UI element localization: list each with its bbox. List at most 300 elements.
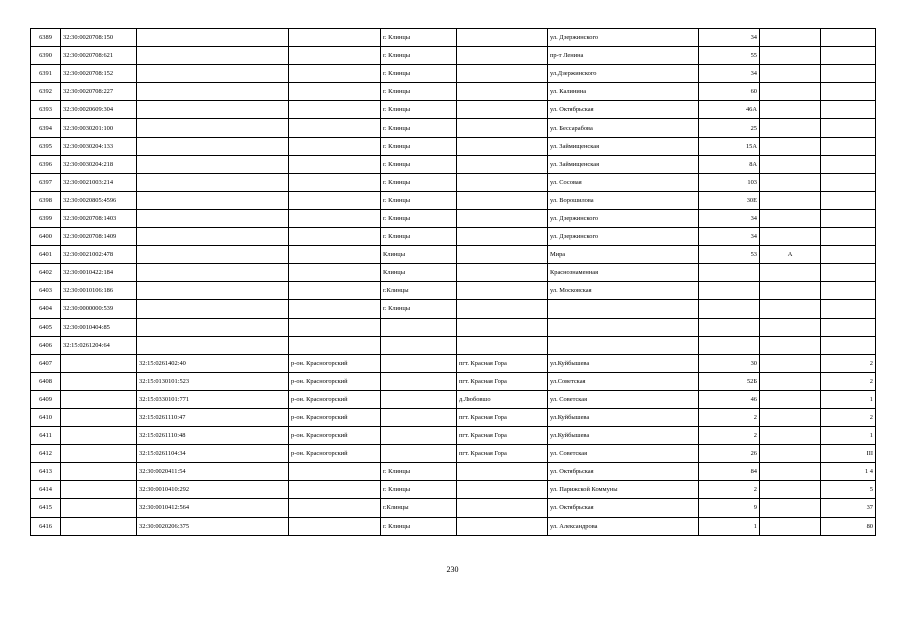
row-number-cell: 6406 <box>31 336 61 354</box>
district-cell <box>289 101 381 119</box>
city-cell: г. Клинцы <box>381 137 457 155</box>
cadastral-number-cell: 32:30:0020708:1403 <box>61 209 137 227</box>
cadastral-number-cell: 32:30:0020708:227 <box>61 83 137 101</box>
building-cell <box>760 336 821 354</box>
house-cell <box>699 300 760 318</box>
table-row <box>31 318 876 336</box>
row-number-cell: 6403 <box>31 282 61 300</box>
table-row <box>31 481 876 499</box>
table-row <box>31 354 876 372</box>
settlement-cell <box>457 318 548 336</box>
settlement-cell <box>457 336 548 354</box>
table-row <box>31 29 876 47</box>
street-cell: ул. Октябрьская <box>548 499 699 517</box>
house-cell: 34 <box>699 228 760 246</box>
apartment-cell <box>821 282 876 300</box>
district-cell <box>289 119 381 137</box>
district-cell <box>289 463 381 481</box>
cadastral-number-cell: 32:30:0000000:539 <box>61 300 137 318</box>
cadastral-number-cell: 32:30:0010106:186 <box>61 282 137 300</box>
cadastral-number-cell <box>61 427 137 445</box>
apartment-cell <box>821 336 876 354</box>
building-cell <box>760 29 821 47</box>
cadastral-number-2-cell <box>137 173 289 191</box>
house-cell: 52Б <box>699 372 760 390</box>
settlement-cell <box>457 499 548 517</box>
table-row <box>31 65 876 83</box>
street-cell: ул. Калинина <box>548 83 699 101</box>
table-row <box>31 119 876 137</box>
cadastral-number-2-cell: 32:15:0130101:523 <box>137 372 289 390</box>
house-cell: 2 <box>699 427 760 445</box>
street-cell: ул. Бессарабова <box>548 119 699 137</box>
house-cell: 34 <box>699 65 760 83</box>
table-row <box>31 246 876 264</box>
settlement-cell <box>457 29 548 47</box>
city-cell: г.Клинцы <box>381 282 457 300</box>
apartment-cell <box>821 137 876 155</box>
table-row <box>31 336 876 354</box>
cadastral-number-cell: 32:30:0020708:152 <box>61 65 137 83</box>
city-cell: г.Клинцы <box>381 499 457 517</box>
apartment-cell <box>821 300 876 318</box>
row-number-cell: 6401 <box>31 246 61 264</box>
row-number-cell: 6413 <box>31 463 61 481</box>
district-cell <box>289 264 381 282</box>
house-cell: 1 <box>699 517 760 535</box>
table-row <box>31 282 876 300</box>
building-cell <box>760 137 821 155</box>
city-cell <box>381 318 457 336</box>
house-cell: 46 <box>699 390 760 408</box>
building-cell <box>760 372 821 390</box>
table-row <box>31 445 876 463</box>
district-cell <box>289 499 381 517</box>
house-cell <box>699 282 760 300</box>
row-number-cell: 6410 <box>31 408 61 426</box>
row-number-cell: 6408 <box>31 372 61 390</box>
district-cell <box>289 300 381 318</box>
city-cell: г. Клинцы <box>381 173 457 191</box>
city-cell: г. Клинцы <box>381 191 457 209</box>
settlement-cell <box>457 228 548 246</box>
house-cell: 55 <box>699 47 760 65</box>
house-cell: 8А <box>699 155 760 173</box>
cadastral-number-cell <box>61 408 137 426</box>
table-row <box>31 173 876 191</box>
building-cell <box>760 47 821 65</box>
city-cell: Клинцы <box>381 264 457 282</box>
apartment-cell <box>821 209 876 227</box>
settlement-cell <box>457 137 548 155</box>
cadastral-number-2-cell: 32:15:0261104:34 <box>137 445 289 463</box>
apartment-cell <box>821 228 876 246</box>
street-cell <box>548 336 699 354</box>
district-cell <box>289 65 381 83</box>
settlement-cell <box>457 101 548 119</box>
page-number: 230 <box>446 565 459 574</box>
cadastral-number-2-cell: 32:15:0261110:48 <box>137 427 289 445</box>
street-cell: ул. Октябрьская <box>548 101 699 119</box>
apartment-cell: 37 <box>821 499 876 517</box>
street-cell: ул. Займищенская <box>548 155 699 173</box>
table-row <box>31 408 876 426</box>
cadastral-number-2-cell: 32:30:0010410:292 <box>137 481 289 499</box>
row-number-cell: 6409 <box>31 390 61 408</box>
row-number-cell: 6399 <box>31 209 61 227</box>
house-cell: 26 <box>699 445 760 463</box>
cadastral-number-2-cell: 32:30:0020206:375 <box>137 517 289 535</box>
cadastral-number-cell <box>61 481 137 499</box>
settlement-cell: пгт. Красная Гора <box>457 408 548 426</box>
street-cell: ул. Александрова <box>548 517 699 535</box>
cadastral-number-cell: 32:30:0021003:214 <box>61 173 137 191</box>
street-cell: ул.Дзержинского <box>548 65 699 83</box>
house-cell: 30Е <box>699 191 760 209</box>
apartment-cell <box>821 119 876 137</box>
street-cell: ул.Советская <box>548 372 699 390</box>
cadastral-number-2-cell <box>137 300 289 318</box>
table-row <box>31 191 876 209</box>
cadastral-number-2-cell <box>137 83 289 101</box>
district-cell <box>289 228 381 246</box>
row-number-cell: 6390 <box>31 47 61 65</box>
building-cell <box>760 300 821 318</box>
building-cell <box>760 155 821 173</box>
district-cell <box>289 29 381 47</box>
cadastral-number-cell <box>61 517 137 535</box>
street-cell: Краснознаменная <box>548 264 699 282</box>
district-cell: р-он. Красногорский <box>289 372 381 390</box>
street-cell: ул. Октябрьская <box>548 463 699 481</box>
cadastral-number-cell: 32:30:0020805:4596 <box>61 191 137 209</box>
city-cell: г. Клинцы <box>381 119 457 137</box>
district-cell: р-он. Красногорский <box>289 408 381 426</box>
table-row <box>31 155 876 173</box>
building-cell <box>760 408 821 426</box>
building-cell <box>760 191 821 209</box>
district-cell: р-он. Красногорский <box>289 445 381 463</box>
city-cell: г. Клинцы <box>381 228 457 246</box>
row-number-cell: 6394 <box>31 119 61 137</box>
row-number-cell: 6415 <box>31 499 61 517</box>
building-cell <box>760 427 821 445</box>
house-cell: 84 <box>699 463 760 481</box>
city-cell: г. Клинцы <box>381 65 457 83</box>
cadastral-number-cell: 32:30:0020708:1409 <box>61 228 137 246</box>
row-number-cell: 6412 <box>31 445 61 463</box>
building-cell <box>760 282 821 300</box>
cadastral-number-cell: 32:30:0020609:304 <box>61 101 137 119</box>
settlement-cell <box>457 173 548 191</box>
building-cell <box>760 65 821 83</box>
cadastral-number-cell <box>61 390 137 408</box>
city-cell: г. Клинцы <box>381 463 457 481</box>
table-row <box>31 228 876 246</box>
apartment-cell: 1 4 <box>821 463 876 481</box>
apartment-cell: 2 <box>821 354 876 372</box>
table-body <box>31 29 876 536</box>
registry-table <box>30 28 876 536</box>
row-number-cell: 6414 <box>31 481 61 499</box>
table-row <box>31 427 876 445</box>
district-cell <box>289 318 381 336</box>
cadastral-number-2-cell <box>137 47 289 65</box>
city-cell: г. Клинцы <box>381 101 457 119</box>
street-cell: ул. Сосовая <box>548 173 699 191</box>
cadastral-number-2-cell <box>137 155 289 173</box>
cadastral-number-cell <box>61 354 137 372</box>
building-cell <box>760 445 821 463</box>
district-cell <box>289 209 381 227</box>
district-cell: р-он. Красногорский <box>289 427 381 445</box>
cadastral-number-2-cell <box>137 137 289 155</box>
apartment-cell: III <box>821 445 876 463</box>
district-cell <box>289 336 381 354</box>
settlement-cell: д.Любовшо <box>457 390 548 408</box>
city-cell: г. Клинцы <box>381 300 457 318</box>
settlement-cell <box>457 191 548 209</box>
house-cell <box>699 264 760 282</box>
apartment-cell <box>821 47 876 65</box>
cadastral-number-2-cell <box>137 101 289 119</box>
apartment-cell: 5 <box>821 481 876 499</box>
apartment-cell <box>821 246 876 264</box>
cadastral-number-cell: 32:30:0020708:150 <box>61 29 137 47</box>
row-number-cell: 6396 <box>31 155 61 173</box>
settlement-cell <box>457 209 548 227</box>
building-cell: А <box>760 246 821 264</box>
city-cell <box>381 372 457 390</box>
cadastral-number-2-cell <box>137 29 289 47</box>
house-cell: 34 <box>699 209 760 227</box>
house-cell <box>699 336 760 354</box>
table-row <box>31 517 876 535</box>
city-cell: Клинцы <box>381 246 457 264</box>
building-cell <box>760 499 821 517</box>
table-row <box>31 83 876 101</box>
district-cell: р-он. Красногорский <box>289 354 381 372</box>
city-cell <box>381 336 457 354</box>
cadastral-number-cell: 32:30:0030201:100 <box>61 119 137 137</box>
street-cell <box>548 318 699 336</box>
building-cell <box>760 101 821 119</box>
row-number-cell: 6402 <box>31 264 61 282</box>
row-number-cell: 6389 <box>31 29 61 47</box>
house-cell: 2 <box>699 481 760 499</box>
settlement-cell <box>457 119 548 137</box>
district-cell <box>289 155 381 173</box>
settlement-cell <box>457 282 548 300</box>
apartment-cell <box>821 29 876 47</box>
cadastral-number-cell: 32:30:0030204:218 <box>61 155 137 173</box>
table-row <box>31 137 876 155</box>
district-cell: р-он. Красногорский <box>289 390 381 408</box>
house-cell <box>699 318 760 336</box>
row-number-cell: 6395 <box>31 137 61 155</box>
cadastral-number-cell: 32:30:0021002:478 <box>61 246 137 264</box>
cadastral-number-cell <box>61 372 137 390</box>
settlement-cell <box>457 83 548 101</box>
row-number-cell: 6391 <box>31 65 61 83</box>
apartment-cell: 1 <box>821 390 876 408</box>
row-number-cell: 6407 <box>31 354 61 372</box>
city-cell: г. Клинцы <box>381 155 457 173</box>
district-cell <box>289 47 381 65</box>
street-cell: ул. Дзержинского <box>548 29 699 47</box>
house-cell: 46А <box>699 101 760 119</box>
street-cell: ул. Советская <box>548 445 699 463</box>
apartment-cell <box>821 318 876 336</box>
cadastral-number-2-cell <box>137 246 289 264</box>
table-row <box>31 264 876 282</box>
street-cell: ул.Куйбышева <box>548 427 699 445</box>
settlement-cell <box>457 300 548 318</box>
building-cell <box>760 463 821 481</box>
street-cell: ул. Дзержинского <box>548 209 699 227</box>
table-row <box>31 463 876 481</box>
table-row <box>31 101 876 119</box>
cadastral-number-cell: 32:30:0020708:621 <box>61 47 137 65</box>
house-cell: 34 <box>699 29 760 47</box>
district-cell <box>289 282 381 300</box>
district-cell <box>289 137 381 155</box>
street-cell: ул. Ворошилова <box>548 191 699 209</box>
street-cell: ул. Дзержинского <box>548 228 699 246</box>
apartment-cell <box>821 173 876 191</box>
street-cell: ул. Парижской Коммуны <box>548 481 699 499</box>
apartment-cell: 80 <box>821 517 876 535</box>
building-cell <box>760 119 821 137</box>
row-number-cell: 6398 <box>31 191 61 209</box>
row-number-cell: 6404 <box>31 300 61 318</box>
city-cell: г. Клинцы <box>381 209 457 227</box>
house-cell: 9 <box>699 499 760 517</box>
settlement-cell <box>457 264 548 282</box>
street-cell: ул. Московская <box>548 282 699 300</box>
building-cell <box>760 481 821 499</box>
street-cell: ул. Советская <box>548 390 699 408</box>
street-cell: ул.Куйбышева <box>548 408 699 426</box>
building-cell <box>760 83 821 101</box>
city-cell: г. Клинцы <box>381 47 457 65</box>
cadastral-number-2-cell <box>137 191 289 209</box>
apartment-cell: 2 <box>821 372 876 390</box>
settlement-cell <box>457 463 548 481</box>
house-cell: 53 <box>699 246 760 264</box>
street-cell: ул. Займищенская <box>548 137 699 155</box>
table-row <box>31 209 876 227</box>
apartment-cell <box>821 264 876 282</box>
settlement-cell <box>457 47 548 65</box>
house-cell: 30 <box>699 354 760 372</box>
cadastral-number-2-cell <box>137 209 289 227</box>
apartment-cell <box>821 155 876 173</box>
building-cell <box>760 318 821 336</box>
apartment-cell: 2 <box>821 408 876 426</box>
city-cell: г. Клинцы <box>381 481 457 499</box>
house-cell: 60 <box>699 83 760 101</box>
house-cell: 25 <box>699 119 760 137</box>
cadastral-number-2-cell: 32:30:0020411:54 <box>137 463 289 481</box>
cadastral-number-2-cell <box>137 264 289 282</box>
cadastral-number-cell <box>61 499 137 517</box>
house-cell: 103 <box>699 173 760 191</box>
settlement-cell <box>457 155 548 173</box>
row-number-cell: 6405 <box>31 318 61 336</box>
row-number-cell: 6416 <box>31 517 61 535</box>
city-cell <box>381 390 457 408</box>
city-cell <box>381 445 457 463</box>
row-number-cell: 6393 <box>31 101 61 119</box>
cadastral-number-2-cell <box>137 336 289 354</box>
house-cell: 2 <box>699 408 760 426</box>
district-cell <box>289 83 381 101</box>
apartment-cell <box>821 83 876 101</box>
row-number-cell: 6411 <box>31 427 61 445</box>
cadastral-number-cell: 32:30:0010422:184 <box>61 264 137 282</box>
apartment-cell: 1 <box>821 427 876 445</box>
cadastral-number-2-cell: 32:15:0261110:47 <box>137 408 289 426</box>
cadastral-number-2-cell <box>137 318 289 336</box>
building-cell <box>760 209 821 227</box>
building-cell <box>760 354 821 372</box>
street-cell <box>548 300 699 318</box>
street-cell: Мира <box>548 246 699 264</box>
cadastral-number-cell: 32:30:0030204:133 <box>61 137 137 155</box>
street-cell: ул.Куйбышева <box>548 354 699 372</box>
table-row <box>31 300 876 318</box>
cadastral-number-2-cell <box>137 65 289 83</box>
settlement-cell <box>457 246 548 264</box>
settlement-cell <box>457 65 548 83</box>
table-row <box>31 372 876 390</box>
house-cell: 15А <box>699 137 760 155</box>
cadastral-number-cell: 32:15:0261204:64 <box>61 336 137 354</box>
district-cell <box>289 481 381 499</box>
settlement-cell: пгт. Красная Гора <box>457 354 548 372</box>
settlement-cell: пгт. Красная Гора <box>457 372 548 390</box>
city-cell <box>381 408 457 426</box>
cadastral-number-2-cell <box>137 228 289 246</box>
settlement-cell <box>457 481 548 499</box>
city-cell: г. Клинцы <box>381 83 457 101</box>
apartment-cell <box>821 65 876 83</box>
building-cell <box>760 517 821 535</box>
apartment-cell <box>821 191 876 209</box>
building-cell <box>760 173 821 191</box>
city-cell: г. Клинцы <box>381 29 457 47</box>
city-cell: г. Клинцы <box>381 517 457 535</box>
district-cell <box>289 173 381 191</box>
cadastral-number-2-cell: 32:30:0010412:564 <box>137 499 289 517</box>
cadastral-number-cell: 32:30:0010404:85 <box>61 318 137 336</box>
city-cell <box>381 427 457 445</box>
cadastral-number-2-cell: 32:15:0261402:40 <box>137 354 289 372</box>
cadastral-number-cell <box>61 463 137 481</box>
district-cell <box>289 246 381 264</box>
settlement-cell: пгт. Красная Гора <box>457 445 548 463</box>
row-number-cell: 6397 <box>31 173 61 191</box>
district-cell <box>289 191 381 209</box>
settlement-cell: пгт. Красная Гора <box>457 427 548 445</box>
cadastral-number-2-cell <box>137 119 289 137</box>
city-cell <box>381 354 457 372</box>
table-row <box>31 499 876 517</box>
cadastral-number-2-cell: 32:15:0330101:771 <box>137 390 289 408</box>
district-cell <box>289 517 381 535</box>
cadastral-number-2-cell <box>137 282 289 300</box>
